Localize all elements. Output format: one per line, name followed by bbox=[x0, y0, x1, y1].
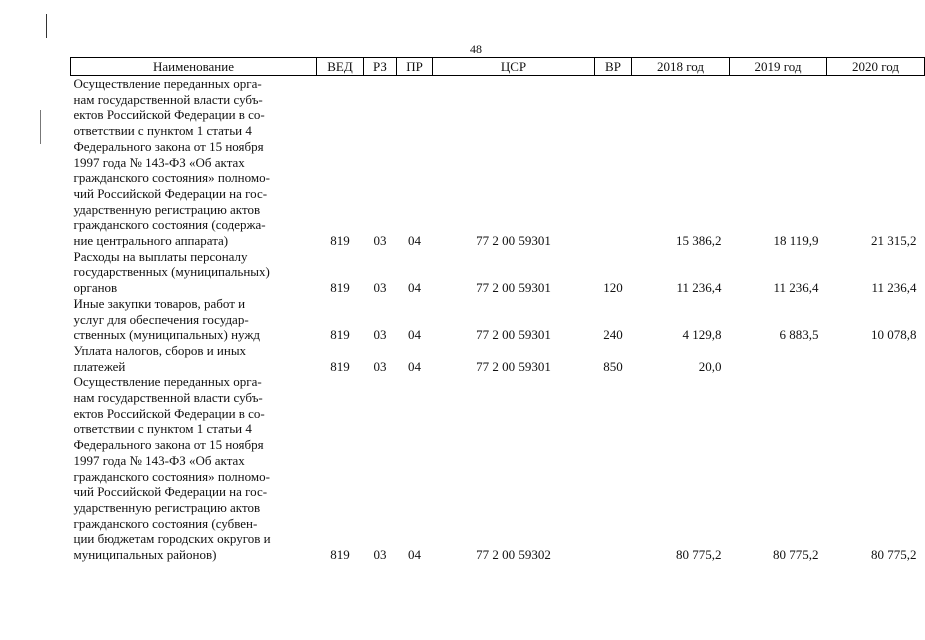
row-2020: 10 078,8 bbox=[871, 327, 917, 343]
col-header-name: Наименование bbox=[71, 58, 317, 76]
table-row bbox=[71, 76, 925, 249]
row-2019: 11 236,4 bbox=[773, 280, 819, 296]
row-ved: 819 bbox=[330, 547, 350, 563]
row-name: Иные закупки товаров, работ и услуг для обеспечения государ- ственных (муниципальных) нужд bbox=[73, 295, 260, 343]
row-vr: 240 bbox=[603, 327, 623, 343]
table-row bbox=[71, 249, 925, 296]
row-2019 bbox=[730, 343, 827, 374]
row-pr: 04 bbox=[408, 358, 421, 374]
row-csr: 77 2 00 59301 bbox=[476, 280, 551, 296]
row-name: Уплата налогов, сборов и иных платежей bbox=[73, 342, 247, 374]
row-2020 bbox=[827, 343, 925, 374]
row-name: Осуществление переданных орга- нам государственной власти субъ- ектов Российской Федерации в со- ответствии с пунктом 1 статьи 4 Федерального закона от 15 ноября 1997 года № 143-ФЗ «Об актах гражданского состояния» полномо- чий Российской Федерации на гос- ударственную регистрацию актов гражданского состояния (субвен- ции бюджетам городских округов и муниципальных районов) bbox=[73, 374, 271, 563]
col-header-pr: ПР bbox=[397, 58, 433, 76]
row-2019: 80 775,2 bbox=[773, 547, 819, 563]
row-vr bbox=[595, 76, 632, 249]
col-header-2020: 2020 год bbox=[827, 58, 925, 76]
row-rz: 03 bbox=[373, 280, 387, 296]
row-pr: 04 bbox=[408, 280, 421, 296]
scan-margin-mark bbox=[40, 110, 41, 144]
row-rz: 03 bbox=[373, 547, 387, 563]
row-vr: 850 bbox=[603, 358, 623, 374]
row-name: Расходы на выплаты персоналу государственных (муниципальных) органов bbox=[73, 248, 270, 296]
col-header-2019: 2019 год bbox=[730, 58, 827, 76]
row-2018: 15 386,2 bbox=[676, 233, 722, 249]
row-csr: 77 2 00 59302 bbox=[476, 547, 551, 563]
col-header-ved: ВЕД bbox=[317, 58, 364, 76]
row-csr: 77 2 00 59301 bbox=[476, 358, 551, 374]
col-header-vr: ВР bbox=[595, 58, 632, 76]
row-pr: 04 bbox=[408, 233, 421, 249]
row-ved: 819 bbox=[330, 233, 350, 249]
table-row bbox=[71, 343, 925, 374]
row-2018: 11 236,4 bbox=[676, 280, 722, 296]
table-header-row bbox=[71, 58, 925, 76]
budget-table bbox=[70, 57, 925, 563]
row-vr: 120 bbox=[603, 280, 623, 296]
row-2020: 80 775,2 bbox=[871, 547, 917, 563]
row-csr: 77 2 00 59301 bbox=[476, 233, 551, 249]
row-ved: 819 bbox=[330, 358, 350, 374]
row-pr: 04 bbox=[408, 547, 421, 563]
row-pr: 04 bbox=[408, 327, 421, 343]
col-header-2018: 2018 год bbox=[632, 58, 730, 76]
row-2018: 20,0 bbox=[698, 358, 722, 374]
page-number: 48 bbox=[470, 42, 482, 56]
row-2018: 80 775,2 bbox=[676, 547, 722, 563]
row-name: Осуществление переданных орга- нам государственной власти субъ- ектов Российской Федерации в со- ответствии с пунктом 1 статьи 4 Федерального закона от 15 ноября 1997 года № 143-ФЗ «Об актах гражданского состояния» полномо- чий Российской Федерации на гос- ударственную регистрацию актов гражданского состояния (содержа- ние центрального аппарата) bbox=[73, 76, 270, 249]
row-2019: 18 119,9 bbox=[773, 233, 819, 249]
row-2019: 6 883,5 bbox=[779, 327, 819, 343]
row-rz: 03 bbox=[373, 233, 387, 249]
row-2020: 11 236,4 bbox=[871, 280, 917, 296]
table-row bbox=[71, 374, 925, 562]
row-rz: 03 bbox=[373, 358, 387, 374]
row-2018: 4 129,8 bbox=[682, 327, 722, 343]
row-vr bbox=[595, 374, 632, 562]
row-csr: 77 2 00 59301 bbox=[476, 327, 551, 343]
row-2020: 21 315,2 bbox=[871, 233, 917, 249]
scan-margin-mark bbox=[46, 14, 47, 38]
col-header-rz: РЗ bbox=[364, 58, 397, 76]
col-header-csr: ЦСР bbox=[433, 58, 595, 76]
row-rz: 03 bbox=[373, 327, 387, 343]
table-row bbox=[71, 296, 925, 343]
row-ved: 819 bbox=[330, 327, 350, 343]
row-ved: 819 bbox=[330, 280, 350, 296]
